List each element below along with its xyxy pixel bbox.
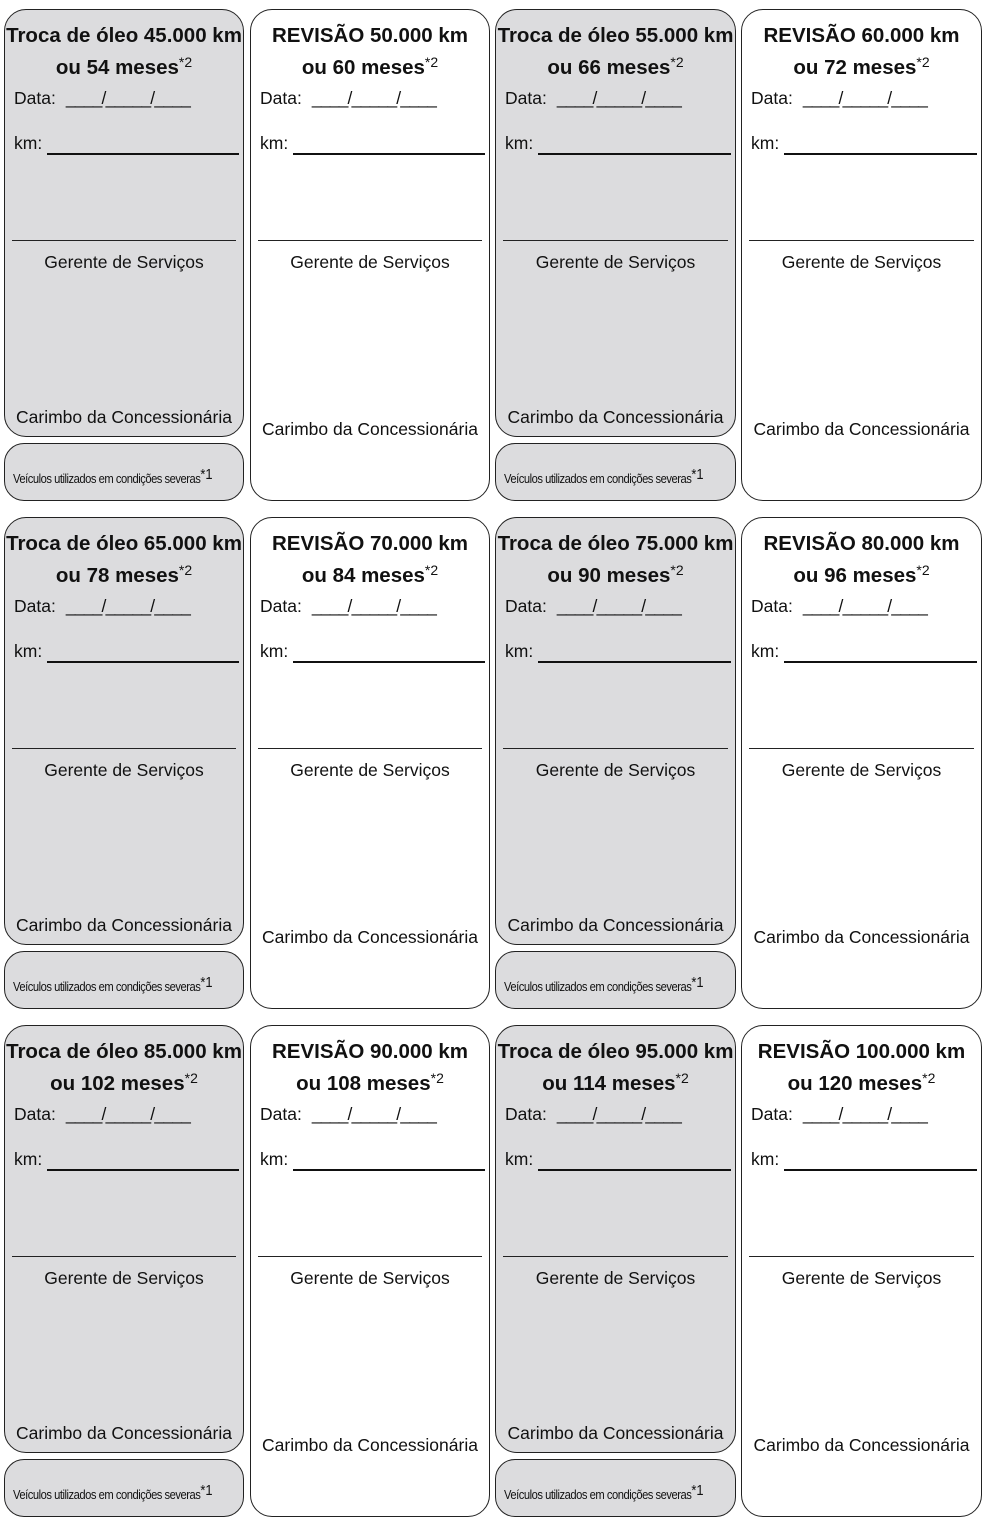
card-title-months (251, 49, 489, 81)
footnote-1-marker: *1 (200, 1482, 213, 1499)
signature-line (258, 748, 482, 749)
date-label: Data: (14, 88, 56, 108)
severe-conditions-label (504, 466, 704, 486)
date-blank: ____/_____/____ (802, 88, 928, 108)
service-manager-label: Gerente de Serviços (535, 252, 696, 272)
card-title (5, 1039, 243, 1097)
service-manager-label: Gerente de Serviços (781, 760, 942, 780)
date-field[interactable] (260, 88, 436, 109)
card-title-months (251, 1065, 489, 1097)
severe-conditions-box (495, 1459, 736, 1517)
severe-conditions-label (13, 1482, 213, 1502)
date-label: Data: (751, 596, 793, 616)
date-blank: ____/_____/____ (65, 596, 191, 616)
card-title (742, 23, 981, 81)
date-field[interactable] (751, 88, 927, 109)
km-field[interactable] (293, 153, 485, 155)
service-manager-label: Gerente de Serviços (44, 252, 204, 272)
card-title (5, 23, 243, 81)
date-label: Data: (260, 596, 302, 616)
card-title-km: Troca de óleo 55.000 km (497, 24, 734, 47)
signature-line (749, 748, 974, 749)
signature-line (503, 1256, 728, 1257)
km-field[interactable] (47, 1169, 239, 1171)
card-title-months (742, 49, 981, 81)
date-label: Data: (14, 1104, 56, 1124)
signature-line (503, 748, 728, 749)
footnote-1-marker: *1 (691, 974, 704, 991)
card-title-km: Troca de óleo 85.000 km (6, 1040, 242, 1063)
date-label: Data: (751, 1104, 793, 1124)
service-manager-label: Gerente de Serviços (535, 760, 696, 780)
date-field[interactable] (260, 1104, 436, 1125)
date-label: Data: (505, 596, 547, 616)
footnote-2-marker: *2 (916, 54, 930, 70)
severe-conditions-text: Veículos utilizados em condições severas (13, 471, 201, 486)
severe-conditions-box (4, 443, 244, 501)
km-field[interactable] (538, 661, 731, 663)
oil-change-card (495, 1025, 736, 1453)
card-title-km: Troca de óleo 65.000 km (6, 532, 242, 555)
km-field[interactable] (293, 661, 485, 663)
km-label: km: (14, 641, 43, 661)
card-title-months (742, 1065, 981, 1097)
severe-conditions-text: Veículos utilizados em condições severas (13, 1487, 201, 1502)
service-manager-label: Gerente de Serviços (535, 1268, 696, 1288)
service-manager-label: Gerente de Serviços (781, 252, 942, 272)
date-label: Data: (260, 88, 302, 108)
card-title-months (5, 557, 243, 589)
revision-card (250, 1025, 490, 1517)
card-title (5, 531, 243, 589)
km-label: km: (14, 1149, 43, 1169)
km-label: km: (751, 641, 780, 661)
severe-conditions-label (13, 974, 213, 994)
date-field[interactable] (751, 1104, 927, 1125)
date-blank: ____/_____/____ (802, 596, 928, 616)
card-title-months (251, 557, 489, 589)
dealer-stamp-label: Carimbo da Concessionária (753, 419, 970, 439)
dealer-stamp-label: Carimbo da Concessionária (753, 927, 970, 947)
severe-conditions-text: Veículos utilizados em condições severas (504, 471, 692, 486)
date-label: Data: (14, 596, 56, 616)
severe-conditions-label (504, 974, 704, 994)
date-label: Data: (751, 88, 793, 108)
footnote-2-marker: *2 (922, 1070, 936, 1086)
severe-conditions-box (495, 443, 736, 501)
km-field[interactable] (47, 153, 239, 155)
km-label: km: (260, 641, 289, 661)
severe-conditions-text: Veículos utilizados em condições severas (504, 979, 692, 994)
oil-change-card (4, 517, 244, 945)
dealer-stamp-label: Carimbo da Concessionária (16, 1423, 232, 1443)
card-title (742, 1039, 981, 1097)
date-field[interactable] (505, 1104, 681, 1125)
service-manager-label: Gerente de Serviços (781, 1268, 942, 1288)
card-title (251, 1039, 489, 1097)
footnote-2-marker: *2 (670, 54, 684, 70)
footnote-1-marker: *1 (691, 466, 704, 483)
card-title-km: REVISÃO 60.000 km (763, 24, 960, 47)
date-blank: ____/_____/____ (802, 1104, 928, 1124)
km-label: km: (751, 1149, 780, 1169)
service-manager-label: Gerente de Serviços (44, 760, 204, 780)
km-label: km: (505, 1149, 534, 1169)
signature-line (258, 240, 482, 241)
footnote-2-marker: *2 (670, 562, 684, 578)
footnote-2-marker: *2 (430, 1070, 444, 1086)
date-blank: ____/_____/____ (311, 1104, 437, 1124)
card-title-km: Troca de óleo 75.000 km (497, 532, 734, 555)
footnote-2-marker: *2 (178, 562, 193, 578)
km-field[interactable] (784, 661, 977, 663)
months-text: ou 60 meses (301, 56, 425, 79)
dealer-stamp-label: Carimbo da Concessionária (16, 407, 232, 427)
dealer-stamp-label: Carimbo da Concessionária (262, 927, 478, 947)
card-title-km: Troca de óleo 95.000 km (497, 1040, 734, 1063)
signature-line (503, 240, 728, 241)
km-field[interactable] (784, 1169, 977, 1171)
severe-conditions-text: Veículos utilizados em condições severas (13, 979, 201, 994)
signature-line (258, 1256, 482, 1257)
card-title (496, 531, 735, 589)
signature-line (749, 1256, 974, 1257)
km-field[interactable] (47, 661, 239, 663)
date-blank: ____/_____/____ (556, 88, 682, 108)
date-field[interactable] (14, 1104, 190, 1125)
card-title-km: REVISÃO 100.000 km (757, 1040, 966, 1063)
oil-change-card (495, 9, 736, 437)
service-manager-label: Gerente de Serviços (290, 760, 450, 780)
dealer-stamp-label: Carimbo da Concessionária (507, 1423, 724, 1443)
service-manager-label: Gerente de Serviços (290, 252, 450, 272)
date-field[interactable] (505, 88, 681, 109)
km-field[interactable] (538, 1169, 731, 1171)
card-title-months (5, 1065, 243, 1097)
signature-line (12, 1256, 236, 1257)
months-text: ou 84 meses (301, 564, 425, 587)
card-title-months (496, 49, 735, 81)
dealer-stamp-label: Carimbo da Concessionária (262, 419, 478, 439)
footnote-1-marker: *1 (691, 1482, 704, 1499)
months-text: ou 108 meses (296, 1072, 431, 1095)
months-text: ou 72 meses (793, 56, 917, 79)
signature-line (12, 240, 236, 241)
severe-conditions-label (13, 466, 213, 486)
card-title-km: REVISÃO 70.000 km (272, 532, 468, 555)
signature-line (12, 748, 236, 749)
date-blank: ____/_____/____ (65, 88, 191, 108)
months-text: ou 66 meses (547, 56, 671, 79)
date-field[interactable] (14, 596, 190, 617)
card-title-months (5, 49, 243, 81)
date-blank: ____/_____/____ (311, 596, 437, 616)
footnote-2-marker: *2 (675, 1070, 689, 1086)
card-title (742, 531, 981, 589)
km-label: km: (260, 133, 289, 153)
card-title-km: REVISÃO 80.000 km (763, 532, 960, 555)
months-text: ou 54 meses (55, 56, 179, 79)
severe-conditions-box (4, 951, 244, 1009)
revision-card (250, 9, 490, 501)
km-field[interactable] (784, 153, 977, 155)
km-label: km: (505, 133, 534, 153)
months-text: ou 96 meses (793, 564, 917, 587)
card-title-months (496, 1065, 735, 1097)
months-text: ou 114 meses (542, 1072, 676, 1095)
date-label: Data: (260, 1104, 302, 1124)
severe-conditions-box (4, 1459, 244, 1517)
footnote-2-marker: *2 (184, 1070, 198, 1086)
oil-change-card (4, 1025, 244, 1453)
card-title-km: Troca de óleo 45.000 km (6, 24, 242, 47)
oil-change-card (495, 517, 736, 945)
dealer-stamp-label: Carimbo da Concessionária (507, 407, 724, 427)
dealer-stamp-label: Carimbo da Concessionária (753, 1435, 970, 1455)
oil-change-card (4, 9, 244, 437)
card-title-months (496, 557, 735, 589)
date-field[interactable] (505, 596, 681, 617)
date-label: Data: (505, 88, 547, 108)
footnote-2-marker: *2 (916, 562, 930, 578)
signature-line (749, 240, 974, 241)
card-title-km: REVISÃO 50.000 km (272, 24, 468, 47)
severe-conditions-text: Veículos utilizados em condições severas (504, 1487, 692, 1502)
revision-card (741, 517, 982, 1009)
revision-card (250, 517, 490, 1009)
footnote-2-marker: *2 (178, 54, 193, 70)
km-label: km: (505, 641, 534, 661)
km-label: km: (260, 1149, 289, 1169)
severe-conditions-box (495, 951, 736, 1009)
footnote-1-marker: *1 (200, 974, 213, 991)
date-blank: ____/_____/____ (556, 596, 682, 616)
card-title (251, 23, 489, 81)
date-blank: ____/_____/____ (311, 88, 437, 108)
dealer-stamp-label: Carimbo da Concessionária (507, 915, 724, 935)
card-title (496, 23, 735, 81)
months-text: ou 120 meses (787, 1072, 923, 1095)
card-title-months (742, 557, 981, 589)
date-blank: ____/_____/____ (556, 1104, 682, 1124)
card-title (496, 1039, 735, 1097)
card-title-km: REVISÃO 90.000 km (272, 1040, 468, 1063)
km-label: km: (751, 133, 780, 153)
date-field[interactable] (14, 88, 190, 109)
km-field[interactable] (293, 1169, 485, 1171)
months-text: ou 90 meses (547, 564, 671, 587)
service-manager-label: Gerente de Serviços (290, 1268, 450, 1288)
revision-card (741, 1025, 982, 1517)
date-field[interactable] (751, 596, 927, 617)
km-field[interactable] (538, 153, 731, 155)
months-text: ou 102 meses (50, 1072, 185, 1095)
months-text: ou 78 meses (55, 564, 179, 587)
footnote-1-marker: *1 (200, 466, 213, 483)
date-field[interactable] (260, 596, 436, 617)
footnote-2-marker: *2 (424, 54, 439, 70)
km-label: km: (14, 133, 43, 153)
revision-card (741, 9, 982, 501)
card-title (251, 531, 489, 589)
service-manager-label: Gerente de Serviços (44, 1268, 204, 1288)
date-label: Data: (505, 1104, 547, 1124)
dealer-stamp-label: Carimbo da Concessionária (262, 1435, 478, 1455)
footnote-2-marker: *2 (424, 562, 439, 578)
dealer-stamp-label: Carimbo da Concessionária (16, 915, 232, 935)
date-blank: ____/_____/____ (65, 1104, 191, 1124)
severe-conditions-label (504, 1482, 704, 1502)
